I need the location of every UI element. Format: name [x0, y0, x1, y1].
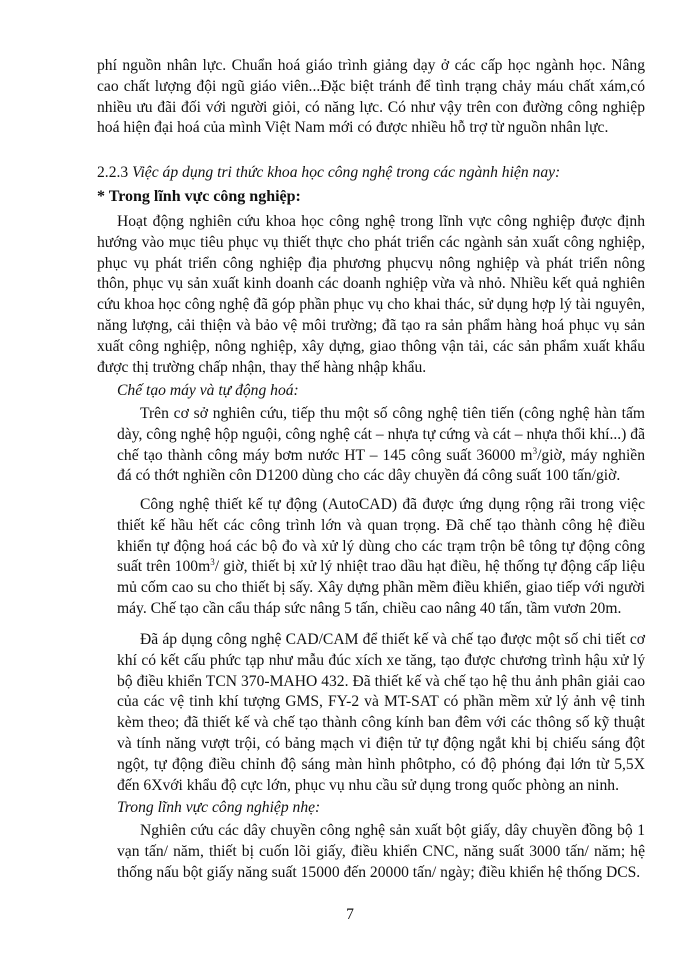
machinery-paragraph-1 — [117, 404, 645, 487]
section-title: Việc áp dụng tri thức khoa học công nghệ trong các ngành hiện nay: — [132, 164, 561, 181]
light-industry-heading: Trong lĩnh vực công nghiệp nhẹ: — [117, 799, 321, 816]
machinery-paragraph-3: Đã áp dụng công nghệ CAD/CAM để thiết kế và chế tạo được một số chi tiết cơ khí có kết cấu phức tạp như mẫu đúc xích xe tăng, tạo được chương trình hậu xử lý bộ điều khiển TCN 370-MAHO 432. Đã thiết kế và chế tạo hệ thu ảnh phân giải cao của các vệ tinh khí tượng GMS, FY-2 và MT-SAT có phần mềm xử lý ảnh vệ tinh kèm theo; đã thiết kế và chế tạo thành công kính ban đêm với các thông số kỹ thuật và tính năng vượt trội, có bảng mạch vi điện tử tự động ngắt khi bị chiếu sáng đột ngột, tự động điều chỉnh độ sáng màn hình phôtpho, có độ phóng đại lớn từ 5,5X đến 6Xvới khẩu độ cực lớn, phục vụ nhu cầu sử dụng trong quốc phòng an ninh. — [117, 631, 645, 794]
machinery-paragraph-2 — [117, 495, 645, 620]
industry-paragraph: Hoạt động nghiên cứu khoa học công nghệ trong lĩnh vực công nghiệp được định hướng vào mục tiêu phục vụ thiết thực cho phát triển các ngành sản xuất công nghiệp, phục vụ phát triển công nghiệp địa phương phụcvụ nông nghiệp và phát triển nông thôn, phục vụ sản xuất kinh doanh các doanh nghiệp vừa và nhỏ. Nhiều kết quả nghiên cứu khoa học công nghệ đã góp phần phục vụ cho khai thác, sử dụng hợp lý tài nguyên, năng lượng, cải thiện và bảo vệ môi trường; đã tạo ra sản phẩm hàng hoá phục vụ sản xuất công nghiệp, nông nghiệp, xây dựng, giao thông vận tải, các sản phẩm xuất khẩu được thị trường chấp nhận, thay thế hàng nhập khẩu. — [97, 213, 645, 376]
industry-heading: * Trong lĩnh vực công nghiệp: — [97, 188, 301, 205]
machinery-p2-text-b: / giờ, thiết bị xử lý nhiệt trao dầu hạt điều, hệ thống tự động cấp liệu mủ cốm cao su cho thiết bị sấy. Xây dựng phần mềm điều khiển, giao tiếp với người máy. Chế tạo cần cẩu tháp sức nâng 5 tấn, chiều cao nâng 40 tấn, tầm vươn 20m. — [117, 558, 645, 617]
light-industry-paragraph: Nghiên cứu các dây chuyền công nghệ sản xuất bột giấy, dây chuyền đồng bộ 1 vạn tấn/ năm, thiết bị cuốn lõi giấy, điều khiển CNC, năng suất 3000 tấn/ năm; hệ thống nấu bột giấy năng suất 15000 đến 20000 tấn/ ngày; điều khiển hệ thống DCS. — [117, 822, 645, 881]
page-number: 7 — [346, 906, 354, 923]
section-heading — [97, 163, 645, 184]
machinery-heading: Chế tạo máy và tự động hoá: — [117, 382, 299, 399]
section-number: 2.2.3 — [97, 164, 129, 181]
machinery-p1-text-a: Trên cơ sở nghiên cứu, tiếp thu một số công nghệ tiên tiến (công nghệ hàn tấm dày, công nghệ hộp nguội, công nghệ cát – nhựa tự cứng và cát – nhựa thổi khí...) đã chế tạo thành công máy bơm nước HT – 145 công suất 36000 m — [117, 405, 645, 464]
continuation-paragraph: phí nguồn nhân lực. Chuẩn hoá giáo trình giảng dạy ở các cấp học ngành học. Nâng cao chất lượng đội ngũ giáo viên...Đặc biệt tránh để tình trạng chảy máu chất xám,có nhiều ưu đãi đối với người giỏi, có năng lực. Có như vậy trên con đường công nghiệp hoá hiện đại hoá của mình Việt Nam mới có được nhiều hỗ trợ từ nguồn nhân lực. — [97, 57, 645, 137]
machinery-p1-superscript: 3 — [532, 445, 538, 456]
machinery-p2-superscript: 3 — [210, 557, 215, 568]
machinery-p2-text-a: Công nghệ thiết kế tự động (AutoCAD) đã được ứng dụng rộng rãi trong việc thiết kế hầu hết các công trình lớn và quan trọng. Đã chế tạo thành công hệ điều khiển tự động hoá các bộ đo và xử lý dùng cho các trạm trộn bê tông tự động công suất trên 100m — [117, 496, 645, 576]
machinery-p1-text-b: /giờ, máy nghiền đá có thớt nghiền côn D1200 dùng cho các dây chuyền đá công suất 100 tấn/giờ. — [117, 446, 645, 485]
